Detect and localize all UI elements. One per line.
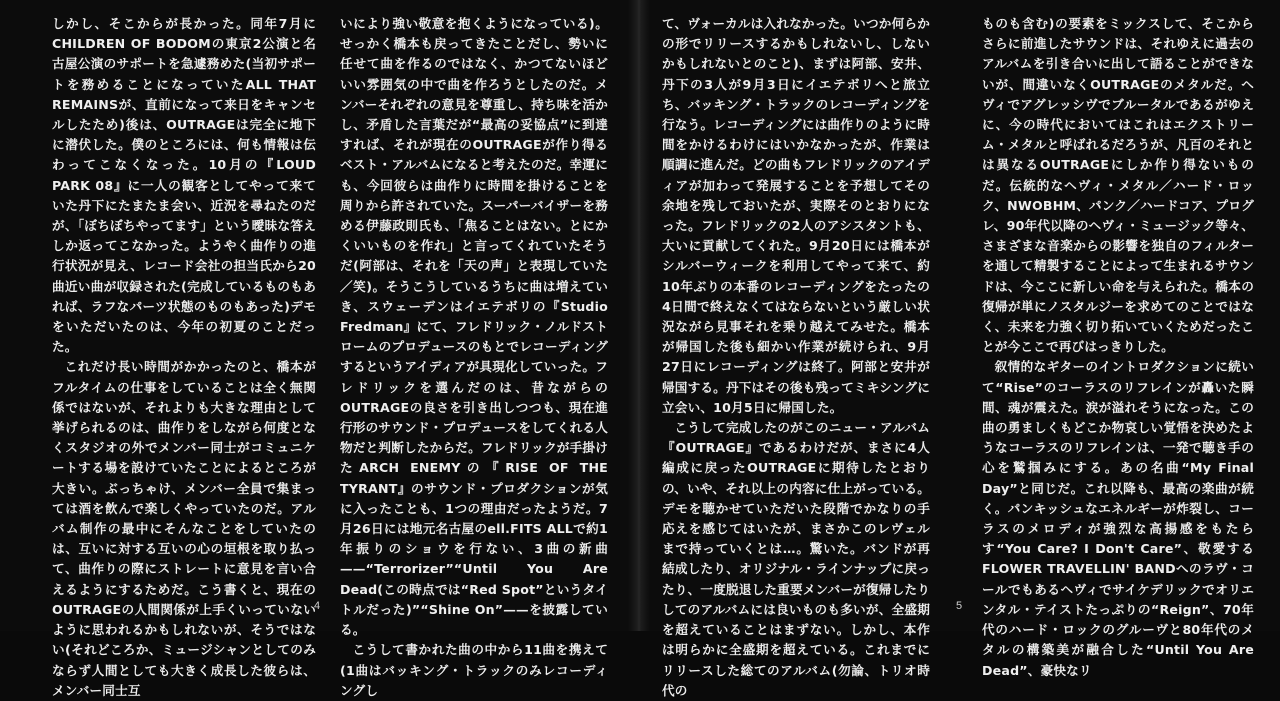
paragraph: いにより強い敬意を抱くようになっている)。せっかく橋本も戻ってきたことだし、勢いに任せて曲を作るのではなく、かつてないほどいい雰囲気の中で曲を作ろうとしたのだ。メンバーそれぞれの意見を尊重し、持ち味を活かし、矛盾した言葉だが“最高の妥協点”に到達すれば、それが現在のOUTRAGEが作り得るベスト・アルバムになると考えたのだ。幸運にも、今回彼らは曲作りに時間を掛けることを周りから許されていた。スーパーバイザーを務める伊藤政則氏も、「焦ることはない。とにかくいいものを作れ」と言ってくれていたそうだ(阿部は、それを「天の声」と表現していた／笑)。そうこうしているうちに曲は増えていき、スウェーデンはイエテボリの『Studio Fredman』にて、フレドリック・ノルドストロームのプロデュースのもとでレコーディングするというアイディアが具現化していった。フレドリックを選んだのは、昔ながらのOUTRAGEの良さを引き出しつつも、現在進行形のサウンド・プロデュースをしてくれる人物だと判断したからだ。フレドリックが手掛けたARCH ENEMYの『RISE OF THE TYRANT』のサウンド・プロダクションが気に入ったことも、1つの理由だったようだ。7月26日には地元名古屋のell.FITS ALLで約1年振りのショウを行ない、3曲の新曲——“Terrorizer”“Until You Are Dead(この時点では“Red Spot”というタイトルだった)”“Shine On”——を披露している。 (340, 16, 608, 638)
paragraph: これだけ長い時間がかかったのと、橋本がフルタイムの仕事をしていることは全く無関係ではないが、それよりも大きな理由として挙げられるのは、曲作りをしながら何度となくスタジオの外でメンバー同士がコミュニケートする場を設けていたことによるところが大きい。ぶっちゃけ、メンバー全員で集まっては酒を飲んで楽しくやっていたのだ。アルバム制作の最中にそんなことをしていたのは、互いに対する互いの心の垣根を取り払って、曲作りの際にストレートに意見を言い合えるようにするためだ。こう書くと、現在のOUTRAGEの人間関係が上手くいっていないように思われるかもしれないが、そうではない(それどころか、ミュージシャンとしてのみならず人間としても大きく成長した彼らは、メンバー同士互 (52, 359, 316, 698)
paragraph: て、ヴォーカルは入れなかった。いつか何らかの形でリリースするかもしれないし、しないかもしれないとのこと)、まずは阿部、安井、丹下の3人が9月3日にイエテボリへと旅立ち、バッキング・トラックのレコーディングを行なう。レコーディングには曲作りのように時間をかけるわけにはいかなかったが、作業は順調に進んだ。どの曲もフレドリックのアイディアが加わって発展することを予想してその余地を残しておいたが、実際そのとおりになった。フレドリックの2人のアシスタントも、大いに貢献してくれた。9月20日には橋本がシルバーウィークを利用してやって来て、約10年ぶりの本番のレコーディングをたったの4日間で終えなくてはならないという厳しい状況ながら見事それを乗り越えてみせた。橋本が帰国した後も細かい作業が続けられ、9月27日にレコーディングは終了。阿部と安井が帰国する。丹下はその後も残ってミキシングに立会い、10月5日に帰国した。 (662, 16, 930, 415)
paragraph: ものも含む)の要素をミックスして、そこからさらに前進したサウンドは、それゆえに過去のアルバムを引き合いに出して語ることができないが、間違いなくOUTRAGEのメタルだ。ヘヴィでアグレッシヴでブルータルであるがゆえに、今の時代においてはこれはエクストリーム・メタルと呼ばれるだろうが、凡百のそれとは異なるOUTRAGEにしか作り得ないものだ。伝統的なヘヴィ・メタル／ハード・ロック、NWOBHM、パンク／ハードコア、プログレ、90年代以降のヘヴィ・ミュージック等々、さまざまな音楽からの影響を独自のフィルターを通して精製することによって生まれるサウンドは、今ここに新しい命を与えられた。橋本の復帰が単にノスタルジーを求めてのことではなく、未来を力強く切り拓いていくためだったことが今ここで再びはっきりした。 (982, 16, 1254, 355)
left-page-column-2 (340, 14, 608, 701)
paragraph: しかし、そこからが長かった。同年7月にCHILDREN OF BODOMの東京2公演と名古屋公演のサポートを急遽務めた(当初サポートを務めることになっていたALL THAT REMAINSが、直前になって来日をキャンセルしたため)後は、OUTRAGEは完全に地下に潜伏した。僕のところには、何も情報は伝わってこなくなった。10月の『LOUD PARK 08』に一人の観客としてやって来ていた丹下にたまたま会い、近況を尋ねたのだが、「ぼちぼちやってます」という曖昧な答えしか返ってこなかった。ようやく曲作りの進行状況が見え、レコード会社の担当氏から20曲近い曲が収録された(完成しているものもあれば、ラフなパーツ状態のものもあった)デモをいただいたのは、今年の初夏のことだった。 (52, 16, 316, 355)
right-page-column-2 (982, 14, 1254, 681)
right-page (642, 0, 1280, 698)
page-number: 4 (314, 600, 321, 612)
book-gutter (628, 0, 650, 631)
left-page (0, 0, 637, 698)
page-number: 5 (956, 600, 963, 612)
paragraph: 叙情的なギターのイントロダクションに続いて“Rise”のコーラスのリフレインが轟いた瞬間、魂が震えた。涙が溢れそうになった。この曲の勇ましくもどこか物哀しい覚悟を決めたようなコーラスのリフレインは、一発で聴き手の心を鷲掴みにする。あの名曲“My Final Day”と同じだ。これ以降も、最高の楽曲が続く。パンキッシュなエネルギーが炸裂し、コーラスのメロディが強烈な高揚感をもたらす“You Care? I Don't Care”、敬愛するFLOWER TRAVELLIN' BANDへのラヴ・コールでもあるヘヴィでサイケデリックでオリエンタル・テイストたっぷりの“Reign”、70年代のハード・ロックのグルーヴと80年代のメタルの構築美が融合した“Until You Are Dead”、豪快なリ (982, 359, 1254, 678)
paragraph: こうして書かれた曲の中から11曲を携えて(1曲はバッキング・トラックのみレコーディングし (340, 642, 608, 698)
left-page-column-1 (52, 14, 316, 701)
right-page-column-1 (662, 14, 930, 701)
paragraph: こうして完成したのがこのニュー・アルバム『OUTRAGE』であるわけだが、まさに4人編成に戻ったOUTRAGEに期待したとおりの、いや、それ以上の内容に仕上がっている。デモを聴かせていただいた段階でかなりの手応えを感じてはいたが、まさかこのレヴェルまで持っていくとは…。驚いた。バンドが再結成したり、オリジナル・ラインナップに戻ったり、一度脱退した重要メンバーが復帰したりしてのアルバムには良いものも多いが、全盛期を超えていることはまずない。しかし、本作は明らかに全盛期を超えている。これまでにリリースした総てのアルバム(勿論、トリオ時代の (662, 420, 930, 698)
